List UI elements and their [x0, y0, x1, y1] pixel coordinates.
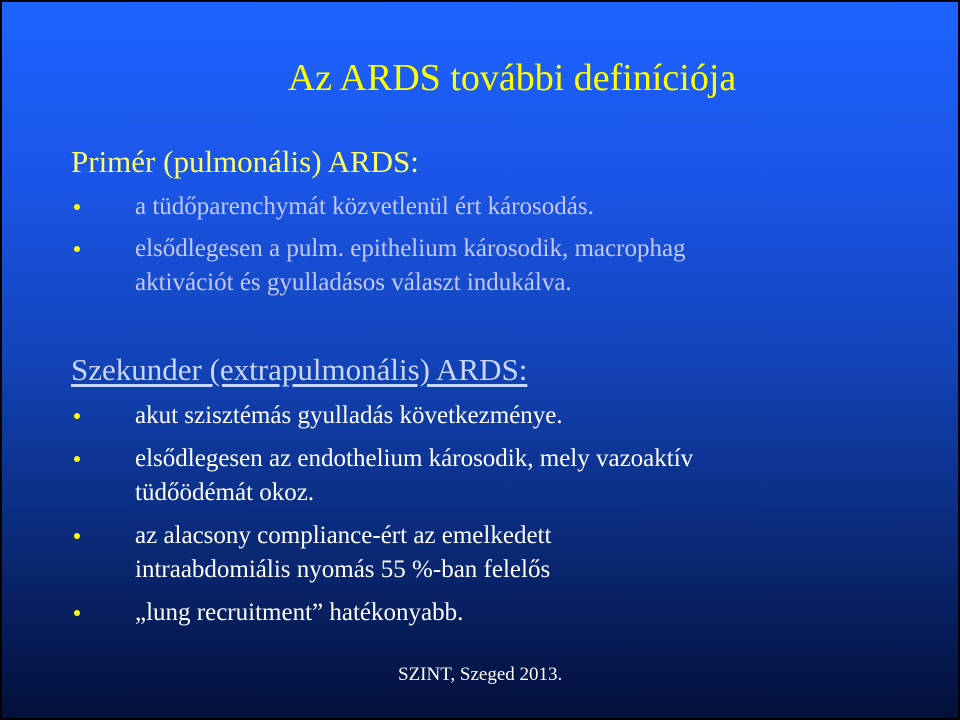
bullet-line: a tüdőparenchymát közvetlenül ért károsodás.: [135, 193, 594, 220]
bullet-line: az alacsony compliance-ért az emelkedett: [135, 522, 552, 549]
bullet-marker-icon: [74, 413, 80, 419]
bullet-line: akut szisztémás gyulladás következménye.: [135, 402, 563, 429]
bullet-marker-icon: [74, 456, 80, 462]
bullet-marker-icon: [74, 610, 80, 616]
bullet-text: [135, 399, 935, 433]
secondary-ards-heading: Szekunder (extrapulmonális) ARDS:: [71, 352, 528, 387]
bullet-line: aktivációt és gyulladásos választ indukálva.: [135, 269, 572, 296]
slide-footer: SZINT, Szeged 2013.: [398, 664, 563, 685]
bullet-marker-icon: [74, 246, 80, 252]
bullet-line: intraabdomiális nyomás 55 %-ban felelős: [135, 556, 551, 583]
bullet-text: [135, 232, 935, 300]
slide-title: Az ARDS további definíciója: [287, 57, 737, 99]
bullet-marker-icon: [74, 533, 80, 539]
bullet-line: elsődlegesen az endothelium károsodik, mely vazoaktív: [135, 445, 694, 472]
bullet-text: [135, 190, 935, 224]
bullet-line: elsődlegesen a pulm. epithelium károsodik, macrophag: [135, 235, 686, 262]
primary-ards-heading: Primér (pulmonális) ARDS:: [71, 144, 419, 179]
bullet-marker-icon: [74, 204, 80, 210]
bullet-text: [135, 442, 935, 510]
bullet-text: [135, 596, 935, 630]
bullet-line: „lung recruitment” hatékonyabb.: [135, 599, 464, 626]
bullet-text: [135, 519, 935, 587]
bullet-line: tüdőödémát okoz.: [135, 479, 315, 506]
